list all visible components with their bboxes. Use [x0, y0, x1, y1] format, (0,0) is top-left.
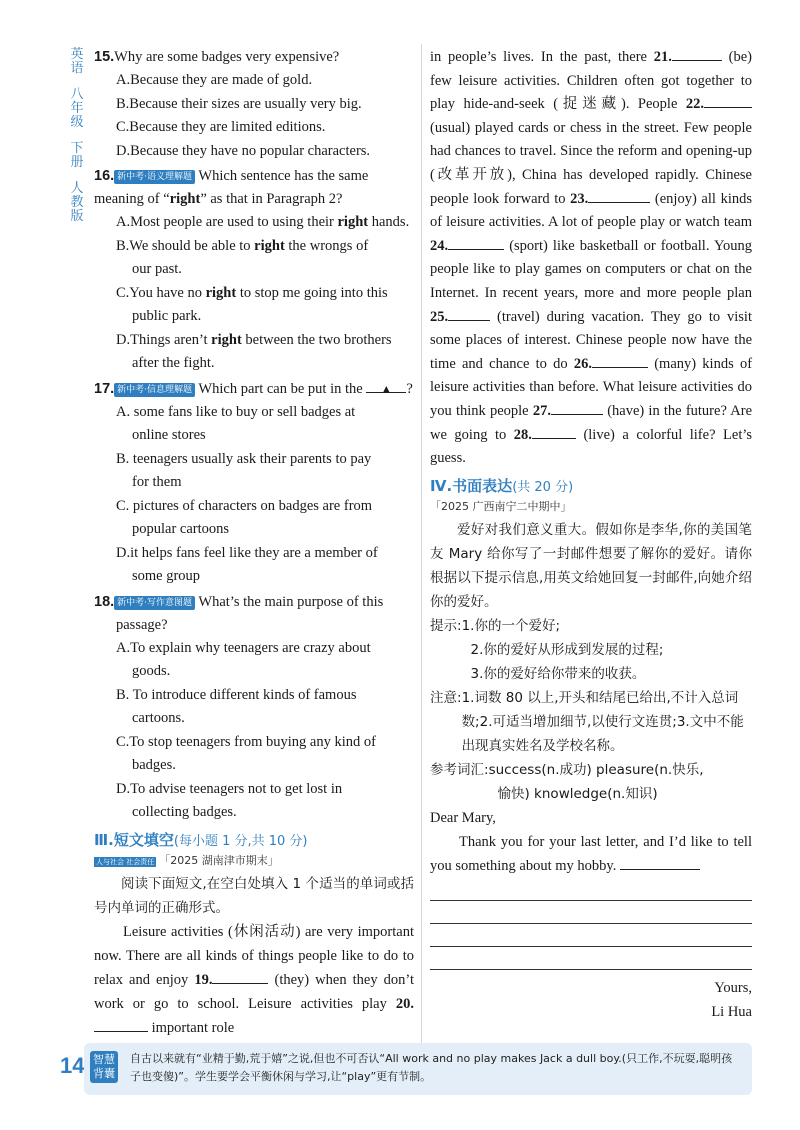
- vocabulary: 参考词汇:success(n.成功) pleasure(n.快乐, 愉快) knowledge(n.知识): [430, 761, 704, 802]
- question-17: 17. 新中考·信息理解题 Which part can be put in the ▲ ? A. some fans like to buy or sell badges at online stores B. teenagers usually ask their parents to pay for them C. pictures of characters on badges are from popular cartoons D.it helps fans feel like they are a member of some group: [94, 378, 414, 589]
- question-type-badge: 新中考·信息理解题: [114, 383, 195, 397]
- section-title: Ⅳ.书面表达(共 20 分): [430, 476, 574, 495]
- hints: 提示:1.你的一个爱好; 2.你的爱好从形成到发展的过程; 3.你的爱好给你带来的收获。: [430, 617, 664, 682]
- option-d: D.Because they have no popular characters.: [116, 142, 371, 159]
- left-column: [94, 46, 414, 1040]
- answer-blank: [592, 353, 648, 368]
- option-d: D.it helps fans feel like they are a member of some group: [116, 544, 378, 584]
- section-4: [430, 475, 752, 1024]
- answer-blank: [94, 1017, 148, 1032]
- option-a: A.Most people are used to using their right hands.: [116, 214, 410, 230]
- question-type-badge: 新中考·语义理解题: [114, 170, 195, 184]
- option-d: D.Things aren’t right between the two brothers after the fight.: [116, 331, 392, 371]
- notes: 注意: 1.词数 80 以上,开头和结尾已给出,不计入总词数;2.可适当增加细节,以使行文连贯;3.文中不能出现真实姓名及学校名称。: [430, 689, 744, 754]
- question-number: 18.: [94, 593, 115, 610]
- question-text: Which part can be put in the: [198, 380, 363, 397]
- side-volume: 下册: [70, 141, 84, 170]
- keyword: right: [169, 191, 201, 207]
- question-15: [94, 46, 414, 163]
- answer-blank: [448, 235, 504, 250]
- answer-blank: [366, 378, 406, 396]
- letter-signature: Li Hua: [711, 1003, 752, 1020]
- side-subject: 英语: [70, 47, 84, 76]
- question-text-end: ” as that in Paragraph 2?: [200, 191, 343, 207]
- tip-text: 自古以来就有“业精于勤,荒于嬉”之说,但也不可否认“All work and no play makes Jack a dull boy.(只工作,不玩耍,聪明孩子也变傻)”。学生要学会平衡休闲与学习,让“play”更有节制。: [130, 1052, 733, 1083]
- side-edition: 人教版: [70, 181, 84, 224]
- column-divider: [421, 44, 422, 1044]
- answer-blank: [588, 188, 650, 203]
- question-number: 16.: [94, 168, 115, 184]
- question-text: What’s the main purpose of this: [198, 593, 384, 610]
- question-16: [94, 165, 414, 376]
- answer-blank: [672, 46, 722, 61]
- option-d: D.To advise teenagers not to get lost in collecting badges.: [116, 780, 343, 820]
- option-b: B.We should be able to right the wrongs of our past.: [116, 237, 369, 277]
- option-c: C.To stop teenagers from buying any kind of badges.: [116, 733, 376, 773]
- right-column: [430, 46, 752, 1024]
- letter-closing: Yours,: [714, 979, 752, 996]
- section-source: 人与社会 社会责任 「2025 湖南津市期末」: [96, 853, 279, 867]
- question-18: 18. 新中考·写作意图题 What’s the main purpose of this passage? A.To explain why teenagers are crazy about goods. B. To introduce different kinds of famous cartoons. C.To stop teenagers from buying any kind of badges. D.To advise teenagers not to get lost in collecting badges.: [94, 591, 414, 825]
- instruction: 阅读下面短文,在空白处填入 1 个适当的单词或括号内单词的正确形式。: [94, 875, 414, 916]
- writing-blank: [620, 855, 700, 870]
- tip-box: [84, 1043, 752, 1095]
- letter-greeting: Dear Mary,: [430, 809, 496, 826]
- writing-lines[interactable]: [430, 878, 752, 970]
- theme-tag: 人与社会 社会责任: [96, 857, 155, 866]
- footer: [60, 1043, 760, 1101]
- question-type-badge: 新中考·写作意图题: [114, 596, 195, 610]
- side-grade: 八年级: [70, 87, 84, 130]
- triangle-icon: ▲: [380, 381, 393, 396]
- answer-blank: [704, 93, 752, 108]
- option-a: A.To explain why teenagers are crazy about goods.: [116, 639, 371, 679]
- option-c: C. pictures of characters on badges are from popular cartoons: [116, 497, 373, 537]
- passage-text: Leisure activities (休闲活动) are very important now. There are all kinds of things people like to do to relax and enjoy 19. (they) when they don’t work or go to school. Leisure activities play 20. important role: [94, 923, 415, 1036]
- option-b: B. teenagers usually ask their parents to pay for them: [116, 450, 372, 490]
- page-number: 14: [60, 1053, 85, 1078]
- question-text: Why are some badges very expensive?: [114, 49, 340, 65]
- question-number: 17.: [94, 380, 115, 397]
- letter-opening: Thank you for your last letter, and I’d like to tell you something about my hobby.: [430, 833, 752, 874]
- writing-prompt: 爱好对我们意义重大。假如你是李华,你的美国笔友 Mary 给你写了一封邮件想要了解你的爱好。请你根据以下提示信息,用英文给她回复一封邮件,向她介绍你的爱好。: [430, 521, 752, 610]
- option-c: C.You have no right to stop me going into this public park.: [116, 284, 388, 324]
- answer-blank: [212, 969, 268, 984]
- answer-blank: [551, 400, 603, 415]
- option-a: A.Because they are made of gold.: [116, 72, 313, 88]
- answer-blank: [532, 424, 576, 439]
- passage-continued: in people’s lives. In the past, there 21. (be) few leisure activities. Children often got together to play hide-and-seek (捉迷藏). People 22. (usual) played cards or chess in the street. Few people had chances to travel. Since the reform and opening-up (改革开放), China has developed rapidly. Chinese people look forward to 23. (enjoy) all kinds of leisure activities. A lot of people play or watch team 24. (sport) like basketball or football. Young people like to play games on computers or chat on the Internet. In recent years, more and more people plan 25. (travel) during vacation. They go to visit some places of interest. Chinese people now have the time and chance to do 26. (many) kinds of leisure activities than before. What leisure activities do you think people 27. (have) in the future? Are we going to 28. (live) a colorful life? Let’s guess.: [430, 46, 752, 471]
- question-number: 15.: [94, 49, 115, 65]
- section-3: [94, 829, 414, 1040]
- option-b: B.Because their sizes are usually very big.: [116, 95, 362, 112]
- side-label: [66, 48, 88, 236]
- section-source: 「2025 广西南宁二中期中」: [430, 499, 572, 513]
- tip-label: 智慧背囊: [90, 1051, 118, 1083]
- option-a: A. some fans like to buy or sell badges at online stores: [116, 403, 356, 443]
- question-text: Which sentence has the same meaning of “: [94, 168, 369, 207]
- answer-blank: [448, 306, 490, 321]
- option-b: B. To introduce different kinds of famous cartoons.: [116, 686, 357, 726]
- section-title: Ⅲ.短文填空(每小题 1 分,共 10 分): [94, 830, 308, 849]
- option-c: C.Because they are limited editions.: [116, 119, 326, 135]
